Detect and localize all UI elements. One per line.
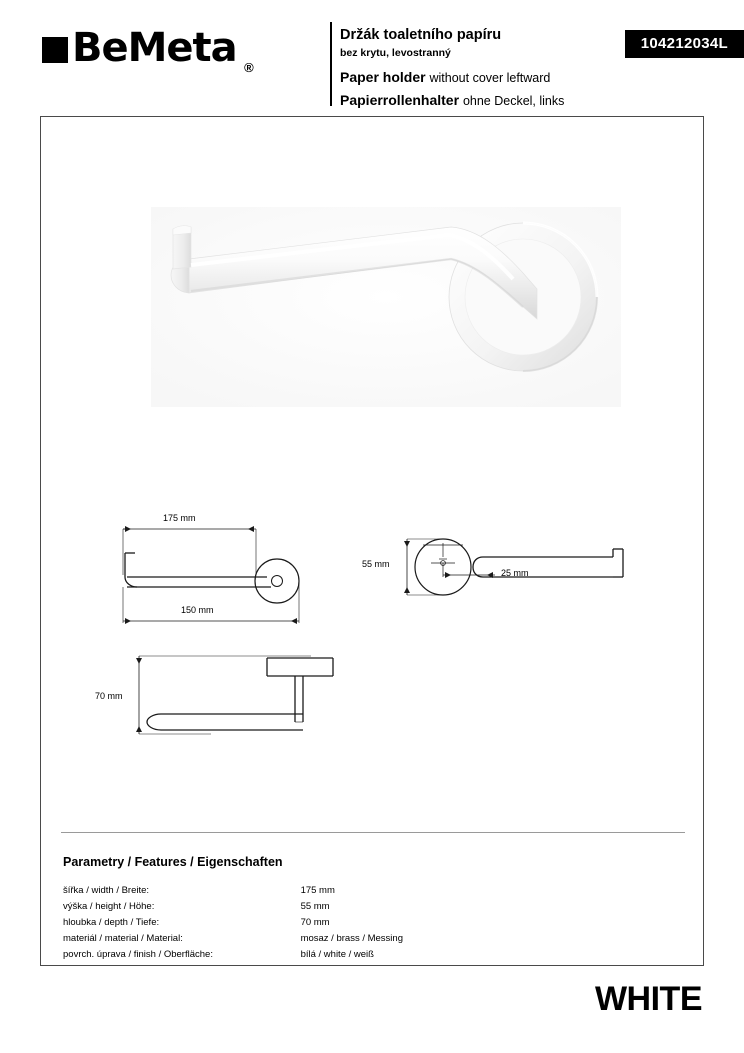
product-photo <box>151 207 621 407</box>
top-depth-label: 70 mm <box>95 691 123 701</box>
table-row <box>63 898 543 914</box>
top-view-svg <box>81 642 371 762</box>
front-width-bottom-label: 150 mm <box>181 605 214 615</box>
brand-name: BeMeta <box>72 25 237 71</box>
side-depth-label: 25 mm <box>501 568 529 578</box>
product-code-badge: 104212034L <box>625 30 744 58</box>
product-photo-svg <box>151 207 621 407</box>
logo-square-icon <box>42 37 68 63</box>
page-header <box>0 0 744 112</box>
registered-trademark-icon: ® <box>244 60 253 75</box>
finish-name-footer: WHITE <box>594 980 702 1018</box>
product-title-de-rest: ohne Deckel, links <box>462 94 565 108</box>
param-key: materiál / material / Material: <box>63 932 183 944</box>
parameters-divider <box>61 832 685 833</box>
param-key: povrch. úprava / finish / Oberfläche: <box>63 948 213 960</box>
param-key: šířka / width / Breite: <box>63 884 150 896</box>
param-key: hloubka / depth / Tiefe: <box>63 916 160 928</box>
parameters-table <box>63 882 543 962</box>
param-value: bílá / white / weiß <box>300 948 374 960</box>
product-titles <box>340 26 620 111</box>
front-view-svg <box>81 517 351 637</box>
product-title-en-rest: without cover leftward <box>429 71 551 85</box>
content-frame <box>40 116 704 966</box>
product-title-en <box>340 67 620 88</box>
table-row <box>63 946 543 962</box>
param-value: 70 mm <box>300 916 330 928</box>
brand-logo <box>42 22 314 74</box>
param-key: výška / height / Höhe: <box>63 900 155 912</box>
table-row <box>63 882 543 898</box>
table-row <box>63 930 543 946</box>
top-view-drawing <box>81 642 371 762</box>
param-value: 175 mm <box>300 884 335 896</box>
side-view-drawing <box>361 527 651 617</box>
product-title-de <box>340 90 620 111</box>
product-title-de-bold: Papierrollenhalter <box>340 92 460 108</box>
product-subtitle-cz: bez krytu, levostranný <box>340 47 451 59</box>
param-value: 55 mm <box>300 900 330 912</box>
param-value: mosaz / brass / Messing <box>300 932 403 944</box>
front-width-top-label: 175 mm <box>163 513 196 523</box>
product-title-cz: Držák toaletního papíru <box>340 27 502 43</box>
brand-logo-text <box>72 25 253 75</box>
side-height-label: 55 mm <box>362 559 390 569</box>
front-view-drawing <box>81 513 351 637</box>
product-title-en-bold: Paper holder <box>340 69 426 85</box>
table-row <box>63 914 543 930</box>
header-divider <box>330 22 332 106</box>
parameters-heading: Parametry / Features / Eigenschaften <box>63 855 283 869</box>
